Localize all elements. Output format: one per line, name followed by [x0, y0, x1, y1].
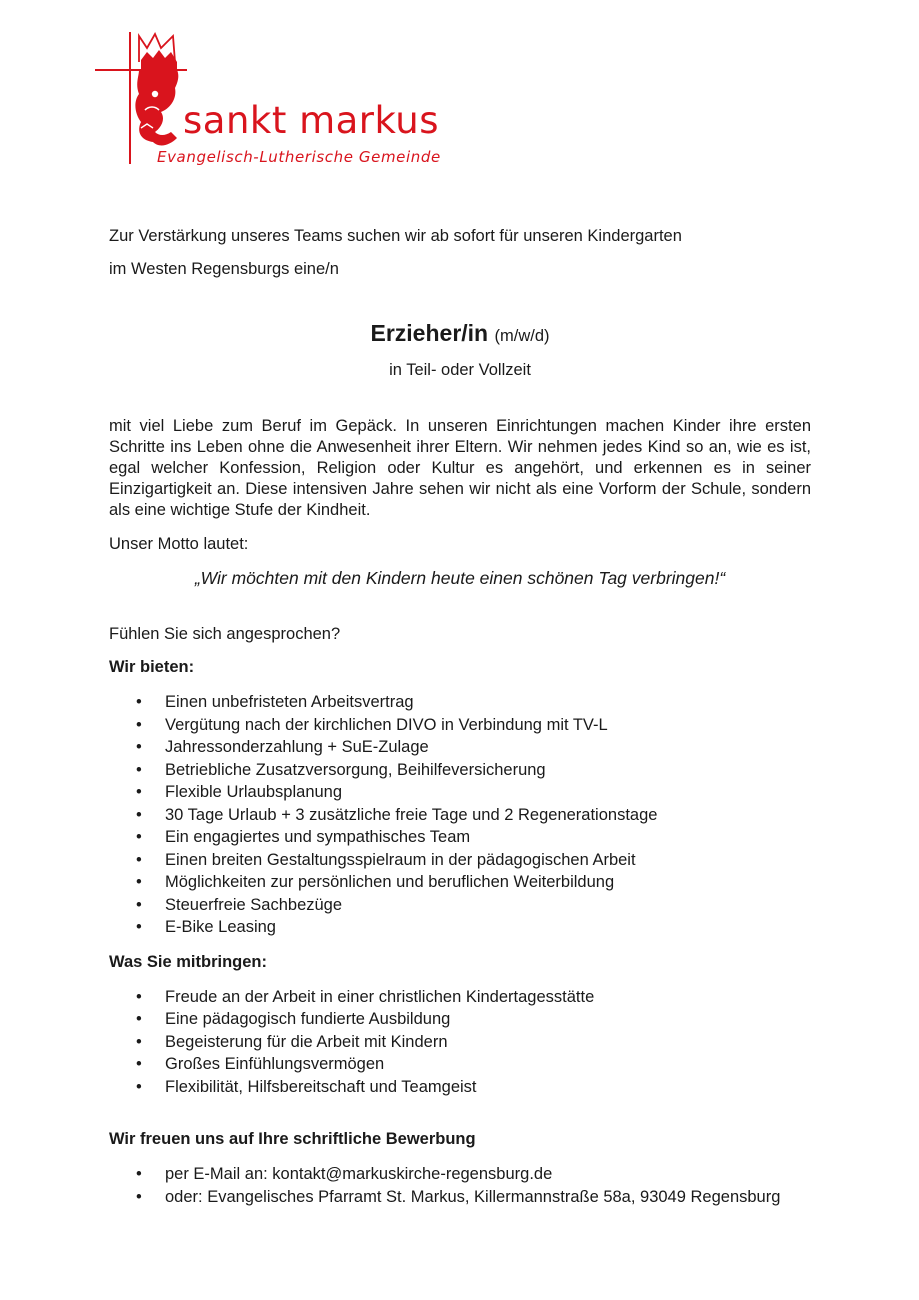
offer-list — [109, 691, 811, 939]
list-item: • Großes Einfühlungsvermögen — [109, 1053, 811, 1076]
motto-label: Unser Motto lautet: — [109, 535, 249, 553]
church-logo — [95, 32, 441, 172]
job-title-suffix: (m/w/d) — [494, 327, 550, 345]
job-subtitle: in Teil- oder Vollzeit — [389, 361, 531, 379]
list-item: • Steuerfreie Sachbezüge — [109, 894, 811, 917]
list-item: • Ein engagiertes und sympathisches Team — [109, 826, 811, 849]
list-item: • E-Bike Leasing — [109, 916, 811, 939]
list-item: • Begeisterung für die Arbeit mit Kindern — [109, 1031, 811, 1054]
list-item: • Betriebliche Zusatzversorgung, Beihilfeversicherung — [109, 759, 811, 782]
motto-quote: „Wir möchten mit den Kindern heute einen schönen Tag verbringen!“ — [194, 568, 726, 588]
offer-heading: Wir bieten: — [109, 658, 195, 676]
list-item: • Flexibilität, Hilfsbereitschaft und Teamgeist — [109, 1076, 811, 1099]
list-item: • 30 Tage Urlaub + 3 zusätzliche freie Tage und 2 Regenerationstage — [109, 804, 811, 827]
job-title-text: Erzieher/in — [370, 320, 489, 346]
list-item: • Eine pädagogisch fundierte Ausbildung — [109, 1008, 811, 1031]
list-item: • Vergütung nach der kirchlichen DIVO in Verbindung mit TV-L — [109, 714, 811, 737]
job-title — [109, 319, 811, 350]
application-address: • oder: Evangelisches Pfarramt St. Markus, Killermannstraße 58a, 93049 Regensburg — [109, 1186, 811, 1209]
application-heading: Wir freuen uns auf Ihre schriftliche Bewerbung — [109, 1130, 476, 1148]
question-text: Fühlen Sie sich angesprochen? — [109, 625, 341, 643]
requirements-list — [109, 986, 811, 1099]
list-item: • Jahressonderzahlung + SuE-Zulage — [109, 736, 811, 759]
description-paragraph: mit viel Liebe zum Beruf im Gepäck. In unseren Einrichtungen machen Kinder ihre ersten Schritte ins Leben ohne die Anwesenheit ihrer Eltern. Wir nehmen jedes Kind so an, wie es ist, egal welcher Konfession, Religion oder Kultur es angehört, und erkennen es in seiner Einzigartigkeit an. Diese intensiven Jahre sehen wir nicht als eine Vorform der Schule, sondern als eine wichtige Stufe der Kindheit. — [109, 417, 811, 519]
intro-line-1: Zur Verstärkung unseres Teams suchen wir ab sofort für unseren Kindergarten — [109, 227, 682, 245]
list-item: • Einen unbefristeten Arbeitsvertrag — [109, 691, 811, 714]
application-email[interactable]: • per E-Mail an: kontakt@markuskirche-regensburg.de — [109, 1163, 811, 1186]
list-item: • Möglichkeiten zur persönlichen und beruflichen Weiterbildung — [109, 871, 811, 894]
list-item: • Freude an der Arbeit in einer christlichen Kindertagesstätte — [109, 986, 811, 1009]
intro-line-2: im Westen Regensburgs eine/n — [109, 260, 339, 278]
brand-subtitle: Evangelisch-Lutherische Gemeinde — [157, 148, 441, 166]
brand-name: sankt markus — [183, 99, 440, 142]
job-posting — [109, 226, 811, 1221]
requirements-heading: Was Sie mitbringen: — [109, 952, 267, 971]
application-list — [109, 1163, 811, 1208]
list-item: • Flexible Urlaubsplanung — [109, 781, 811, 804]
list-item: • Einen breiten Gestaltungsspielraum in der pädagogischen Arbeit — [109, 849, 811, 872]
